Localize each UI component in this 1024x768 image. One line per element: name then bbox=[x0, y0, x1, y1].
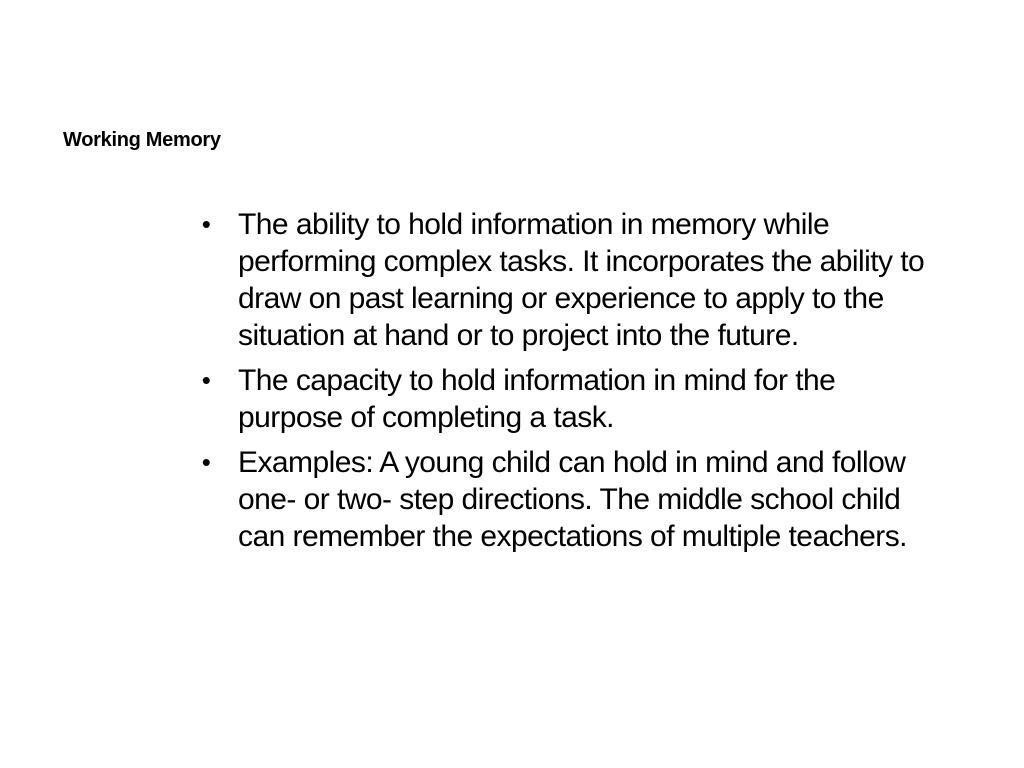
slide-title: Working Memory bbox=[63, 129, 221, 151]
bullet-text: Examples: A young child can hold in mind and follow one- or two- step directions. The middle school child can remember the expectations of multiple teachers. bbox=[238, 446, 907, 553]
bullet-item bbox=[196, 362, 936, 436]
bullet-dot-icon: • bbox=[201, 447, 211, 477]
bullet-text: The ability to hold information in memory while performing complex tasks. It incorporates the ability to draw on past learning or experience to apply to the situation at hand or to project into the future. bbox=[238, 208, 925, 352]
bullet-list bbox=[196, 206, 936, 563]
bullet-dot-icon: • bbox=[201, 209, 211, 239]
bullet-item bbox=[196, 206, 936, 354]
bullet-dot-icon: • bbox=[201, 365, 211, 395]
bullet-item bbox=[196, 444, 936, 555]
bullet-text: The capacity to hold information in mind for the purpose of completing a task. bbox=[238, 364, 836, 434]
